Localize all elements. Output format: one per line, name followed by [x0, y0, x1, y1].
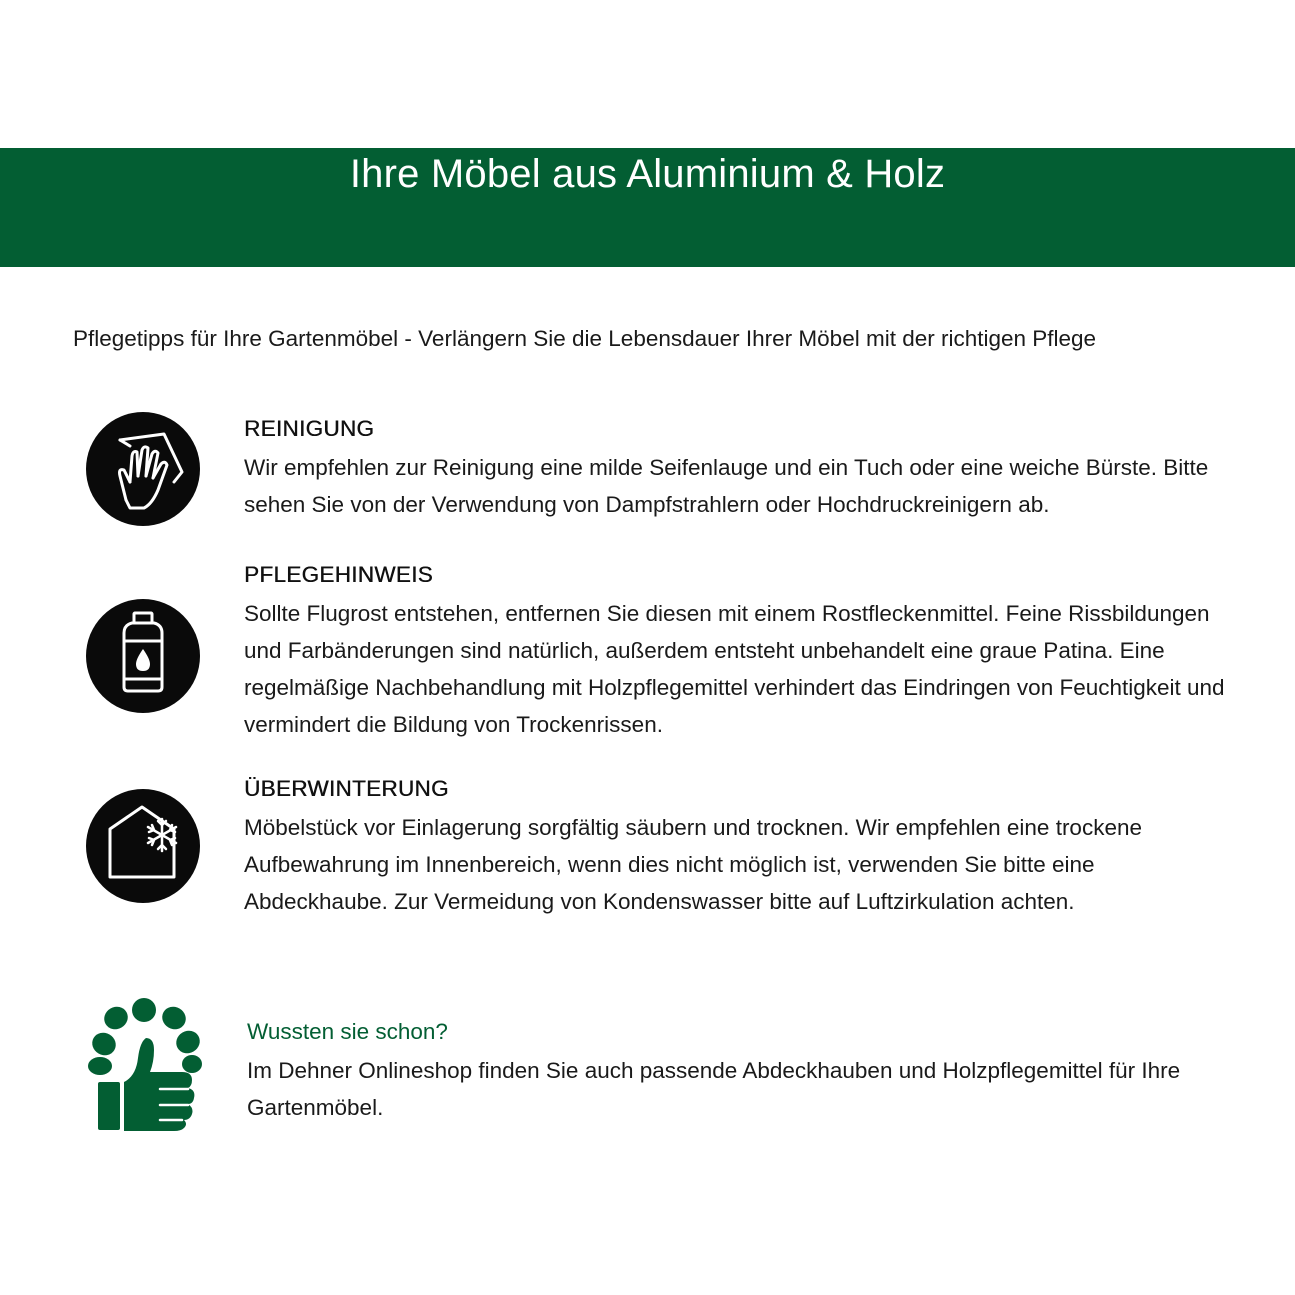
section-text: Wir empfehlen zur Reinigung eine milde Seifenlauge und ein Tuch oder eine weiche Bürste. Bitte sehen Sie von der Verwendung von Dampfstrahlern oder Hochdruckreinigern ab.: [244, 455, 1209, 517]
page-title: Ihre Möbel aus Aluminium & Holz: [349, 152, 946, 196]
section-heading: ÜBERWINTERUNG: [244, 776, 449, 801]
care-bottle-icon: [86, 599, 200, 713]
section-text: Sollte Flugrost entstehen, entfernen Sie diesen mit einem Rostfleckenmittel. Feine Rissbildungen und Farbänderungen sind natürlich, außerdem entsteht unbehandelt eine graue Patina. Eine regelmäßige Nachbehandlung mit Holzpflegemittel verhindert das Eindringen von Feuchtigkeit und vermindert die Bildung von Trockenrissen.: [244, 601, 1225, 737]
tip-heading: Wussten sie schon?: [247, 1019, 448, 1044]
section-heading: PFLEGEHINWEIS: [244, 562, 433, 587]
cleaning-cloth-hand-icon: [86, 412, 200, 526]
section-text: Möbelstück vor Einlagerung sorgfältig säubern und trocknen. Wir empfehlen eine trockene Aufbewahrung im Innenbereich, wenn dies nicht möglich ist, verwenden Sie bitte eine Abdeckhaube. Zur Vermeidung von Kondenswasser bitte auf Luftzirkulation achten.: [244, 815, 1142, 914]
intro-text: Pflegetipps für Ihre Gartenmöbel - Verlängern Sie die Lebensdauer Ihrer Möbel mit der richtigen Pflege: [73, 326, 1097, 351]
tip-text: Im Dehner Onlineshop finden Sie auch passende Abdeckhauben und Holzpflegemittel für Ihre Gartenmöbel.: [247, 1058, 1181, 1120]
house-snowflake-icon: [86, 789, 200, 903]
section-heading: REINIGUNG: [244, 416, 375, 441]
thumbs-up-tree-icon: [84, 996, 208, 1134]
